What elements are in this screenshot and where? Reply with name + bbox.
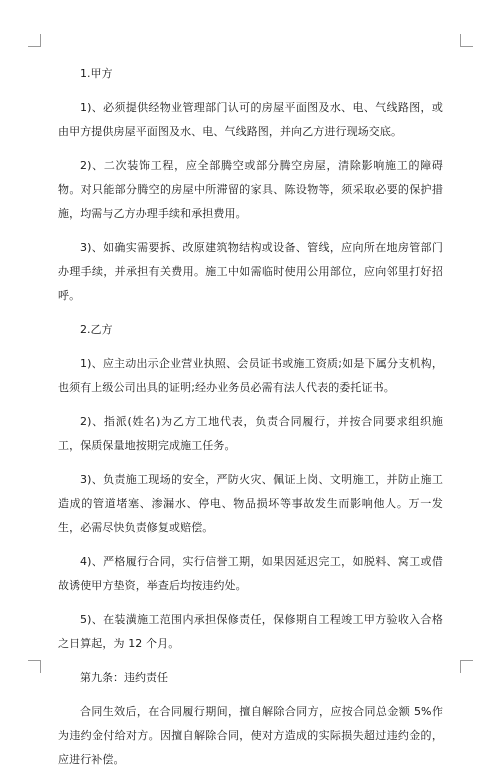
paragraph-a1: 1)、必须提供经物业管理部门认可的房屋平面图及水、电、气线路图，或由甲方提供房屋平面图及水、电、气线路图，并向乙方进行现场交底。 bbox=[58, 101, 443, 138]
paragraph-a2: 2)、二次装饰工程，应全部腾空或部分腾空房屋，清除影响施工的障碍物。对只能部分腾空的房屋中所滞留的家具、陈设物等，须采取必要的保护措施，均需与乙方办理手续和承担费用。 bbox=[58, 159, 443, 220]
paragraph-b2: 2)、指派(姓名)为乙方工地代表，负责合同履行，并按合同要求组织施工，保质保量地按期完成施工任务。 bbox=[58, 415, 443, 452]
crop-mark-top-left bbox=[28, 34, 41, 47]
crop-mark-bottom-left bbox=[28, 660, 41, 673]
section-heading-party-b: 2.乙方 bbox=[80, 323, 113, 336]
section-heading-party-a: 1.甲方 bbox=[80, 67, 113, 80]
crop-mark-top-right bbox=[460, 34, 473, 47]
section-heading-article-9: 第九条：违约责任 bbox=[80, 671, 168, 684]
paragraph-b3: 3)、负责施工现场的安全，严防火灾、佩证上岗、文明施工，并防止施工造成的管道堵塞、渗漏水、停电、物品损坏等事故发生而影响他人。万一发生，必需尽快负责修复或赔偿。 bbox=[58, 473, 443, 534]
paragraph-b5: 5)、在装潢施工范围内承担保修责任，保修期自工程竣工甲方验收入合格之日算起，为 12 个月。 bbox=[58, 613, 443, 650]
crop-mark-bottom-right bbox=[460, 660, 473, 673]
paragraph-b1: 1)、应主动出示企业营业执照、会员证书或施工资质;如是下属分支机构，也须有上级公司出具的证明;经办业务员必需有法人代表的委托证书。 bbox=[58, 357, 443, 394]
document-page bbox=[58, 62, 443, 782]
paragraph-a3: 3)、如确实需要拆、改原建筑物结构或设备、管线，应向所在地房管部门办理手续，并承担有关费用。施工中如需临时使用公用部位，应向邻里打好招呼。 bbox=[58, 241, 443, 302]
paragraph-breach-liability: 合同生效后，在合同履行期间，擅自解除合同方，应按合同总金额 5%作为违约金付给对方。因擅自解除合同，使对方造成的实际损失超过违约金的，应进行补偿。 bbox=[58, 705, 443, 766]
paragraph-b4: 4)、严格履行合同，实行信誉工期，如果因延迟完工，如脱料、窝工或借故诱使甲方垫资，举查后均按违约处。 bbox=[58, 555, 443, 592]
